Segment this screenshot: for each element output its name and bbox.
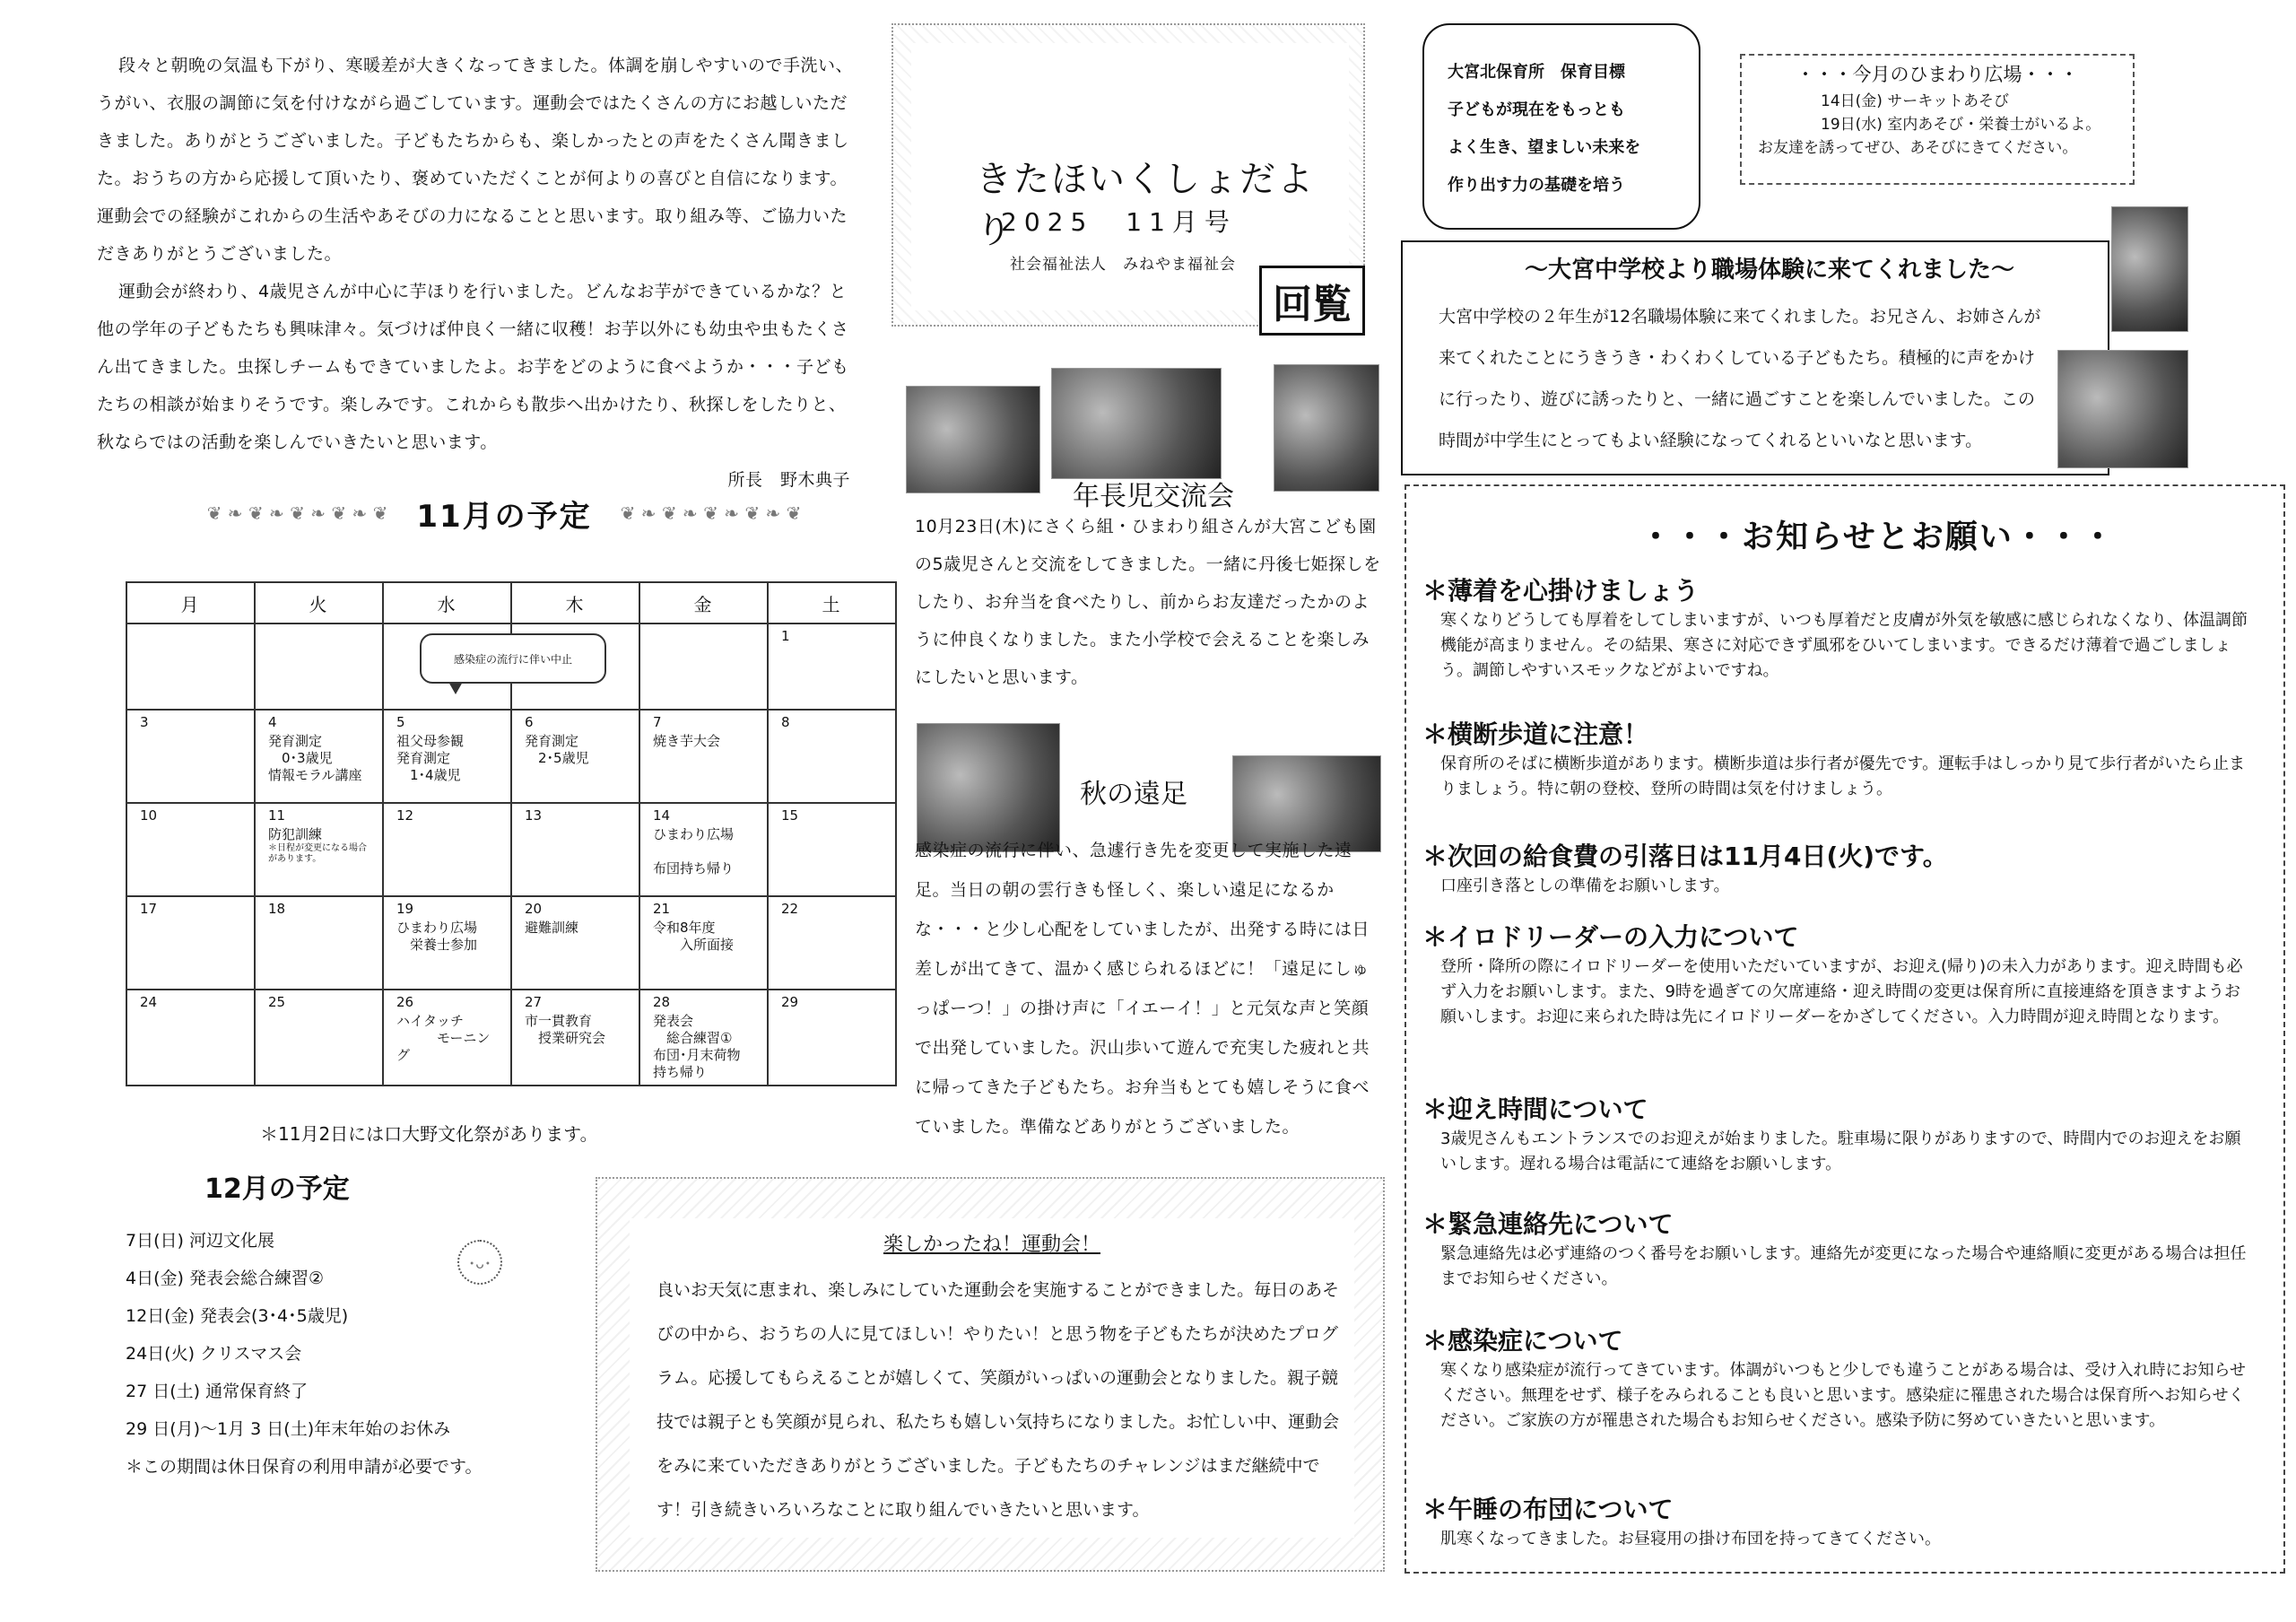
calendar-cell: [639, 990, 768, 1086]
calendar-date: 22: [781, 901, 799, 917]
notice-item-emergency-contact: [1422, 1208, 2248, 1292]
exchange-photo-3: [1274, 364, 1379, 492]
notice-body: 登所・降所の際にイロドリーダーを使用いただいていますが、お迎え(帰り)の未入力があります。迎え時間も必ず入力をお願いします。また、9時を過ぎての欠席連絡・迎え時間の変更は保育所に直接連絡を頂きますようお願いします。お迎に来られた時は先にイロドリーダーをかざしてください。入力時間が迎え時間となります。: [1440, 957, 2243, 1026]
calendar-cell: [383, 803, 511, 896]
snowman-illustration: [430, 1215, 529, 1313]
calendar-date: 14: [653, 807, 671, 824]
calendar-cell: [255, 624, 383, 710]
calendar-cell: [511, 990, 639, 1086]
notice-title: ・・・お知らせとお願い・・・: [1639, 519, 2116, 555]
childcare-goal-box: [1422, 23, 1700, 230]
notice-item-pickup-time: [1422, 1093, 2248, 1177]
notice-item-nap-futon: [1422, 1493, 2248, 1552]
calendar-event: 焼き芋大会: [653, 733, 721, 749]
calendar-date: 11: [268, 807, 286, 824]
calendar-cell: [639, 710, 768, 803]
calendar-event: ひまわり広場 栄養士参加: [396, 920, 478, 953]
calendar-cell: [255, 803, 383, 896]
culture-fest-note: ＊11月2日には口大野文化祭があります。: [260, 1123, 598, 1145]
notice-item-crosswalk: [1422, 718, 2248, 802]
calendar-cell: [511, 896, 639, 990]
november-schedule-header: [100, 492, 908, 535]
notice-item-light-clothing: [1422, 574, 2248, 684]
calendar-date: 28: [653, 994, 671, 1010]
calendar-day-header: 水: [383, 582, 511, 624]
calendar-event: 令和8年度 入所面接: [653, 920, 735, 953]
calendar-date: 10: [140, 807, 158, 824]
calendar-cell: [639, 624, 768, 710]
calendar-cell: [768, 990, 896, 1086]
himawari-item: 19日(水) 室内あそび・栄養士がいるよ。: [1821, 116, 2101, 134]
calendar-event: 発育測定 0･3歳児 情報モラル講座: [268, 733, 362, 783]
calendar-event: ハイタッチ モーニング: [396, 1013, 491, 1063]
calendar-date: 26: [396, 994, 414, 1010]
notice-heading: ＊横断歩道に注意！: [1422, 719, 1649, 749]
calendar-cell: [126, 710, 255, 803]
notice-heading: ＊緊急連絡先について: [1422, 1209, 1674, 1239]
calendar-event: 防犯訓練: [268, 826, 323, 842]
himawari-plaza-box: [1740, 54, 2135, 185]
newsletter-organization: 社会福祉法人 みねやま福祉会: [1010, 256, 1236, 274]
calendar-date: 8: [781, 714, 790, 730]
notice-item-infection: [1422, 1324, 2248, 1434]
calendar-cell: [768, 710, 896, 803]
calendar-date: 19: [396, 901, 414, 917]
newsletter-date: 2025 11月号: [1001, 207, 1237, 237]
calendar-event-note: ＊日程が変更になる場合があります。: [268, 843, 367, 864]
calendar-date: 1: [781, 628, 790, 644]
december-item: 12日(金) 発表会(3･4･5歳児): [126, 1306, 349, 1326]
goal-line: 子どもが現在をもっとも: [1448, 100, 1625, 119]
work-photo-2: [2057, 350, 2188, 468]
calendar-date: 18: [268, 901, 286, 917]
calendar-date: 29: [781, 994, 799, 1010]
leaf-icon: ❦ ❧ ❦ ❧ ❦ ❧ ❦ ❧ ❦: [206, 502, 388, 524]
notice-item-irodoreader: [1422, 920, 2248, 1030]
calendar-day-header: 金: [639, 582, 768, 624]
intro-paragraph-2: 運動会が終わり、4歳児さんが中心に芋ほりを行いました。どんなお芋ができているかな？と他の学年の子どもたちも興味津々。気づけば仲良く一緒に収穫！お芋以外にも幼虫や虫もたくさん出てきました。虫探しチームもできていましたよ。お芋をどのように食べようか・・・子どもたちの相談が始まりそうです。楽しみです。これからも散歩へ出かけたり、秋探しをしたりと、秋ならではの活動を楽しんでいきたいと思います。: [97, 282, 849, 452]
notice-item-lunch-fee: [1422, 840, 2248, 899]
calendar-cell: [511, 803, 639, 896]
calendar-cell: [511, 710, 639, 803]
calendar-date: 17: [140, 901, 158, 917]
notice-heading: ＊次回の給食費の引落日は11月4日(火)です。: [1422, 842, 1948, 871]
december-item: 4日(金) 発表会総合練習②: [126, 1269, 324, 1288]
calendar-date: 4: [268, 714, 277, 730]
exchange-photo-1: [906, 386, 1040, 493]
himawari-title: ・・・今月のひまわり広場・・・: [1796, 64, 2079, 85]
december-item: 29 日(月)〜1月 3 日(土)年末年始のお休み: [126, 1419, 451, 1439]
calendar-cell: [383, 710, 511, 803]
sports-day-title: 楽しかったね！運動会！: [883, 1234, 1100, 1256]
december-item: ＊この期間は休日保育の利用申請が必要です。: [126, 1457, 483, 1477]
calendar-cell: [639, 896, 768, 990]
calendar-cell: [768, 803, 896, 896]
calendar-event: 避難訓練: [525, 920, 579, 936]
december-item: 24日(火) クリスマス会: [126, 1344, 302, 1364]
work-photo-1: [2111, 206, 2188, 332]
december-schedule-title: 12月の予定: [204, 1173, 350, 1205]
calendar-date: 12: [396, 807, 414, 824]
excursion-text: 感染症の流行に伴い、急遽行き先を変更して実施した遠足。当日の朝の雲行きも怪しく、楽しい遠足になるかな・・・と少し心配をしていましたが、出発する時には日差しが出てきて、温かく感じられるほどに！「遠足にしゅっぱーつ！」の掛け声に「イエーイ！」と元気な声と笑顔で出発していました。沢山歩いて遊んで充実した疲れと共に帰ってきた子どもたち。お弁当もとても嬉しそうに食べていました。準備などありがとうございました。: [915, 841, 1370, 1137]
goal-line: よく生き、望ましい未来を: [1448, 138, 1641, 157]
goal-line: 大宮北保育所 保育目標: [1448, 63, 1625, 82]
calendar-cell: [768, 624, 896, 710]
newsletter-title: きたほいくしょだより: [976, 159, 1315, 251]
intro-text: [97, 47, 859, 499]
sports-day-text: 良いお天気に恵まれ、楽しみにしていた運動会を実施することができました。毎日のあそびの中から、おうちの人に見てほしい！やりたい！と思う物を子どもたちが決めたプログラム。応援してもらえることが嬉しくて、笑顔がいっぱいの運動会となりました。親子競技では親子とも笑顔が見られ、私たちも嬉しい気持ちになりました。お忙しい中、運動会をみに来ていただきありがとうございました。子どもたちのチャレンジはまだ継続中です！引き続きいろいろなことに取り組んでいきたいと思います。: [657, 1280, 1340, 1520]
notice-body: 寒くなりどうしても厚着をしてしまいますが、いつも厚着だと皮膚が外気を敏感に感じられなくなり、体温調節機能が高まりません。その結果、寒さに対応できず風邪をひいてしまいます。できるだけ薄着で過ごしましょう。調節しやすいスモックなどがよいですね。: [1440, 611, 2248, 680]
work-experience-title: 〜大宮中学校より職場体験に来てくれました〜: [1525, 257, 2015, 283]
notice-heading: ＊薄着を心掛けましょう: [1422, 576, 1700, 606]
december-item: 27 日(土) 通常保育終了: [126, 1382, 309, 1401]
calendar-date: 6: [525, 714, 534, 730]
notice-body: 3歳児さんもエントランスでのお迎えが始まりました。駐車場に限りがありますので、時間内でのお迎えをお願いします。遅れる場合は電話にて連絡をお願いします。: [1440, 1129, 2241, 1173]
december-schedule-list: [126, 1222, 482, 1486]
calendar-cell: [126, 896, 255, 990]
calendar-date: 13: [525, 807, 543, 824]
calendar-date: 24: [140, 994, 158, 1010]
calendar-cell: [639, 803, 768, 896]
calendar-date: 27: [525, 994, 543, 1010]
calendar-event: ひまわり広場 布団持ち帰り: [653, 826, 735, 876]
notice-body: 肌寒くなってきました。お昼寝用の掛け布団を持ってきてください。: [1440, 1530, 1941, 1548]
calendar-date: 20: [525, 901, 543, 917]
exchange-text: 10月23日(木)にさくら組・ひまわり組さんが大宮こども園の5歳児さんと交流をしてきました。一緒に丹後七姫探しをしたり、お弁当を食べたりし、前からお友達だったかのように仲良くなりました。また小学校で会えることを楽しみにしたいと思います。: [915, 517, 1381, 687]
calendar-cell: [126, 990, 255, 1086]
calendar-cell: [383, 990, 511, 1086]
calendar-event: 市一貫教育 授業研究会: [525, 1013, 606, 1046]
notice-body: 口座引き落としの準備をお願いします。: [1440, 876, 1730, 895]
calendar-event: 発育測定 2･5歳児: [525, 733, 589, 766]
december-item: 7日(日) 河辺文化展: [126, 1231, 274, 1251]
calendar-date: 21: [653, 901, 671, 917]
calendar-date: 3: [140, 714, 149, 730]
calendar-date: 7: [653, 714, 662, 730]
notice-body: 寒くなり感染症が流行ってきています。体調がいつもと少しでも違うことがある場合は、受け入れ時にお知らせください。無理をせず、様子をみられることも良いと思います。感染症に罹患された場合は保育所へお知らせください。ご家族の方が罹患された場合もお知らせください。感染予防に努めていきたいと思います。: [1440, 1361, 2247, 1430]
notice-body: 保育所のそばに横断歩道があります。横断歩道は歩行者が優先です。運転手はしっかり見て歩行者がいたら止まりましょう。特に朝の登校、登所の時間は気を付けましょう。: [1440, 754, 2246, 798]
calendar-cell: [126, 624, 255, 710]
sports-day-frame: [596, 1177, 1385, 1572]
cancel-speech-bubble: 感染症の流行に伴い中止: [420, 633, 606, 684]
notice-heading: ＊感染症について: [1422, 1326, 1623, 1356]
notice-body: 緊急連絡先は必ず連絡のつく番号をお願いします。連絡先が変更になった場合や連絡順に変更がある場合は担任までお知らせください。: [1440, 1244, 2247, 1288]
principal-signature: 所長 野木典子: [727, 470, 850, 490]
excursion-title: 秋の遠足: [1080, 779, 1187, 810]
calendar-cell: [383, 896, 511, 990]
calendar-cell: [255, 896, 383, 990]
exchange-title: 年長児交流会: [1073, 481, 1234, 512]
calendar-cell: [126, 803, 255, 896]
himawari-item: 14日(金) サーキットあそび: [1821, 92, 2009, 110]
november-schedule-title: 11月の予定: [416, 498, 592, 535]
notice-heading: ＊午睡の布団について: [1422, 1495, 1674, 1524]
calendar-day-header: 火: [255, 582, 383, 624]
goal-line: 作り出す力の基礎を培う: [1448, 176, 1625, 195]
calendar-cell: [768, 896, 896, 990]
leaf-icon: ❦ ❧ ❦ ❧ ❦ ❧ ❦ ❧ ❦: [620, 502, 802, 524]
circulation-stamp: 回覧: [1259, 266, 1365, 336]
calendar-cell: [255, 710, 383, 803]
calendar-day-header: 月: [126, 582, 255, 624]
notice-heading: ＊迎え時間について: [1422, 1094, 1648, 1124]
snowman-icon: ･ᴗ･: [457, 1240, 502, 1285]
intro-paragraph-1: 段々と朝晩の気温も下がり、寒暖差が大きくなってきました。体調を崩しやすいので手洗い、うがい、衣服の調節に気を付けながら過ごしています。運動会ではたくさんの方にお越しいただきました。ありがとうございました。子どもたちからも、楽しかったとの声をたくさん聞きました。おうちの方から応援して頂いたり、褒めていただくことが何よりの喜びと自信になります。運動会での経験がこれからの生活やあそびの力になることと思います。取り組み等、ご協力いただきありがとうございました。: [97, 56, 854, 264]
calendar-day-header: 土: [768, 582, 896, 624]
calendar-date: 25: [268, 994, 286, 1010]
calendar-date: 5: [396, 714, 405, 730]
notice-heading: ＊イロドリーダーの入力について: [1422, 922, 1799, 952]
calendar-date: 15: [781, 807, 799, 824]
calendar-day-header: 木: [511, 582, 639, 624]
himawari-footer: お友達を誘ってぜひ、あそびにきてください。: [1758, 139, 2078, 157]
calendar-event: 祖父母参観 発育測定 1･4歳児: [396, 733, 465, 783]
work-experience-text: 大宮中学校の２年生が12名職場体験に来てくれました。お兄さん、お姉さんが来てくれたことにうきうき・わくわくしている子どもたち。積極的に声をかけに行ったり、遊びに誘ったりと、一緒に過ごすことを楽しんでいました。この時間が中学生にとってもよい経験になってくれるといいなと思います。: [1439, 307, 2041, 450]
exchange-photo-2: [1051, 368, 1222, 479]
calendar-cell: [255, 990, 383, 1086]
calendar-event: 発表会 総合練習① 布団･月末荷物 持ち帰り: [653, 1013, 741, 1080]
